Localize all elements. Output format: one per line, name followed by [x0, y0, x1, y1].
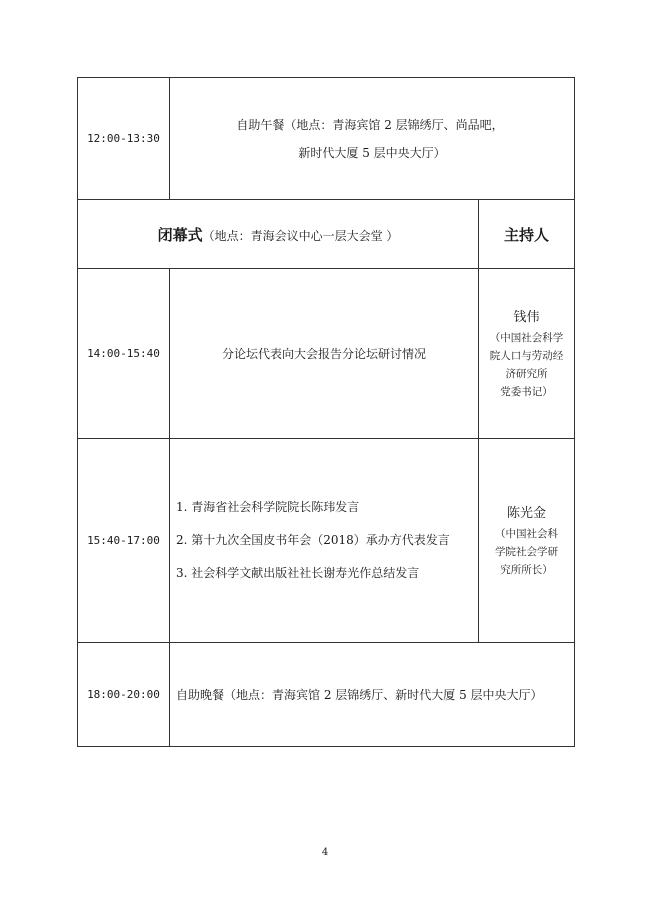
- table-row-session-2: [78, 439, 575, 643]
- schedule-table: [77, 77, 575, 747]
- list-item: 2. 第十九次全国皮书年会（2018）承办方代表发言: [176, 533, 450, 547]
- host-description-line: 究所所长）: [500, 564, 553, 576]
- time-cell: 12:00-13:30: [78, 78, 170, 200]
- host-description-line: （中国社会科学: [489, 332, 564, 344]
- host-description-line: 党委书记）: [500, 386, 553, 398]
- lunch-content: [170, 78, 575, 200]
- table-row-dinner: [78, 643, 575, 747]
- closing-ceremony-title: [78, 200, 479, 269]
- table-row-lunch: [78, 78, 575, 200]
- lunch-line-1: 自助午餐（地点：青海宾馆 2 层锦绣厅、尚品吧，: [236, 117, 504, 132]
- host-description-line: 院人口与劳动经: [489, 350, 564, 362]
- list-item: 3. 社会科学文献出版社社长谢寿光作总结发言: [176, 566, 420, 580]
- dinner-content: 自助晚餐（地点：青海宾馆 2 层锦绣厅、新时代大厦 5 层中央大厅）: [170, 643, 575, 747]
- closing-ceremony-location: （地点：青海会议中心一层大会堂 ）: [202, 228, 399, 243]
- session-2-host: [479, 439, 575, 643]
- list-item: 1. 青海省社会科学院院长陈玮发言: [176, 500, 360, 514]
- time-cell: 14:00-15:40: [78, 269, 170, 439]
- host-column-header: 主持人: [479, 200, 575, 269]
- lunch-line-2: 新时代大厦 5 层中央大厅）: [298, 145, 446, 160]
- host-description-line: 济研究所: [505, 368, 548, 380]
- session-1-host: [479, 269, 575, 439]
- session-1-content: 分论坛代表向大会报告分论坛研讨情况: [170, 269, 479, 439]
- time-cell: 18:00-20:00: [78, 643, 170, 747]
- page-number: 4: [321, 847, 329, 858]
- table-row-closing-header: [78, 200, 575, 269]
- host-description-line: 学院社会学研: [495, 546, 558, 558]
- table-row-session-1: [78, 269, 575, 439]
- closing-ceremony-label: 闭幕式: [157, 225, 203, 244]
- session-2-content: [170, 439, 479, 643]
- time-cell: 15:40-17:00: [78, 439, 170, 643]
- host-name: 陈光金: [507, 506, 547, 521]
- host-description-line: （中国社会科: [495, 528, 558, 540]
- host-name: 钱伟: [513, 310, 540, 325]
